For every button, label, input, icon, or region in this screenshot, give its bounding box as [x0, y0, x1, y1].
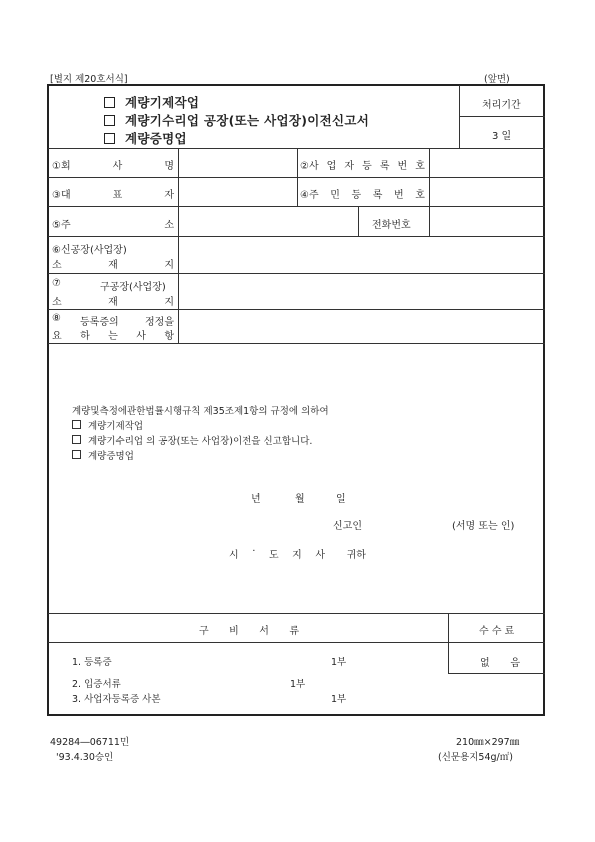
old-site-location-label: 소 재 지 — [52, 297, 174, 308]
processing-period-value: 3 일 — [492, 131, 512, 142]
paper-type: (신문용지54g/㎡) — [438, 752, 513, 763]
required-documents-header: 구 비 서 류 — [199, 626, 299, 637]
correction-number: ⑧ — [52, 313, 61, 324]
checkbox-icon[interactable] — [104, 97, 115, 108]
date-year-label: 년 — [251, 494, 261, 505]
signature-label: (서명 또는 인) — [452, 521, 515, 532]
business-reg-number-field[interactable] — [432, 150, 542, 175]
representative-label: ③대 표 자 — [52, 190, 174, 201]
declaration-option-repair: 계량기수리업 의 공장(또는 사업장)이전을 신고합니다. — [72, 433, 312, 447]
document-qty: 1부 — [290, 679, 306, 690]
checkbox-icon[interactable] — [72, 420, 81, 429]
declaration-option-certification: 계량증명업 — [72, 448, 134, 462]
business-reg-number-label: ②사 업 자 등 록 번 호 — [300, 161, 425, 172]
representative-field[interactable] — [182, 179, 295, 204]
document-item: 3. 사업자등록증 사본 — [72, 694, 161, 705]
approval-date: '93.4.30승인 — [56, 752, 114, 763]
fee-header: 수 수 료 — [479, 626, 515, 637]
page-side-label: (앞면) — [484, 74, 510, 85]
title-option-repair: 계량기수리업 공장(또는 사업장)이전신고서 — [104, 111, 369, 129]
resident-number-label: ④주 민 등 록 번 호 — [300, 190, 425, 201]
addressee-label: 시 · 도 지 사 귀하 — [229, 546, 366, 561]
new-site-location-label: 소 재 지 — [52, 260, 174, 271]
form-code: 49284―06711민 — [50, 737, 130, 748]
new-site-field[interactable] — [182, 238, 542, 271]
checkbox-icon[interactable] — [72, 450, 81, 459]
form-number: [별지 제20호서식] — [50, 74, 128, 85]
document-qty: 1부 — [331, 657, 347, 668]
legal-statement: 계량및측정에관한법률시행규칙 제35조제1항의 규정에 의하여 — [72, 406, 329, 417]
correction-field[interactable] — [182, 311, 542, 341]
phone-label: 전화번호 — [372, 220, 411, 231]
correction-label-line2: 요 하 는 사 항 — [52, 331, 174, 342]
checkbox-icon[interactable] — [104, 115, 115, 126]
resident-number-field[interactable] — [432, 179, 542, 204]
checkbox-icon[interactable] — [104, 133, 115, 144]
old-site-label: 구공장(사업장) — [100, 282, 166, 293]
old-site-field[interactable] — [182, 275, 542, 307]
declarant-label: 신고인 — [333, 521, 362, 532]
phone-field[interactable] — [432, 208, 542, 234]
title-option-certification: 계량증명업 — [104, 129, 187, 147]
date-day-label: 일 — [336, 494, 346, 505]
processing-period-label: 처리기간 — [482, 100, 521, 111]
checkbox-icon[interactable] — [72, 435, 81, 444]
address-label: ⑤주 소 — [52, 220, 174, 231]
new-site-label: ⑥신공장(사업장) — [52, 245, 127, 256]
company-name-label: ①회 사 명 — [52, 161, 174, 172]
document-item: 2. 입증서류 — [72, 679, 121, 690]
fee-value: 없 음 — [480, 658, 520, 669]
declaration-option-manufacture: 계량기제작업 — [72, 418, 143, 432]
date-month-label: 월 — [295, 494, 305, 505]
title-option-manufacture: 계량기제작업 — [104, 93, 199, 111]
document-item: 1. 등록증 — [72, 657, 112, 668]
address-field[interactable] — [182, 208, 356, 234]
company-name-field[interactable] — [182, 150, 295, 175]
correction-label-line1: 등록증의 정정을 — [80, 317, 174, 328]
old-site-number: ⑦ — [52, 278, 61, 289]
document-qty: 1부 — [331, 694, 347, 705]
paper-size: 210㎜×297㎜ — [456, 737, 520, 748]
